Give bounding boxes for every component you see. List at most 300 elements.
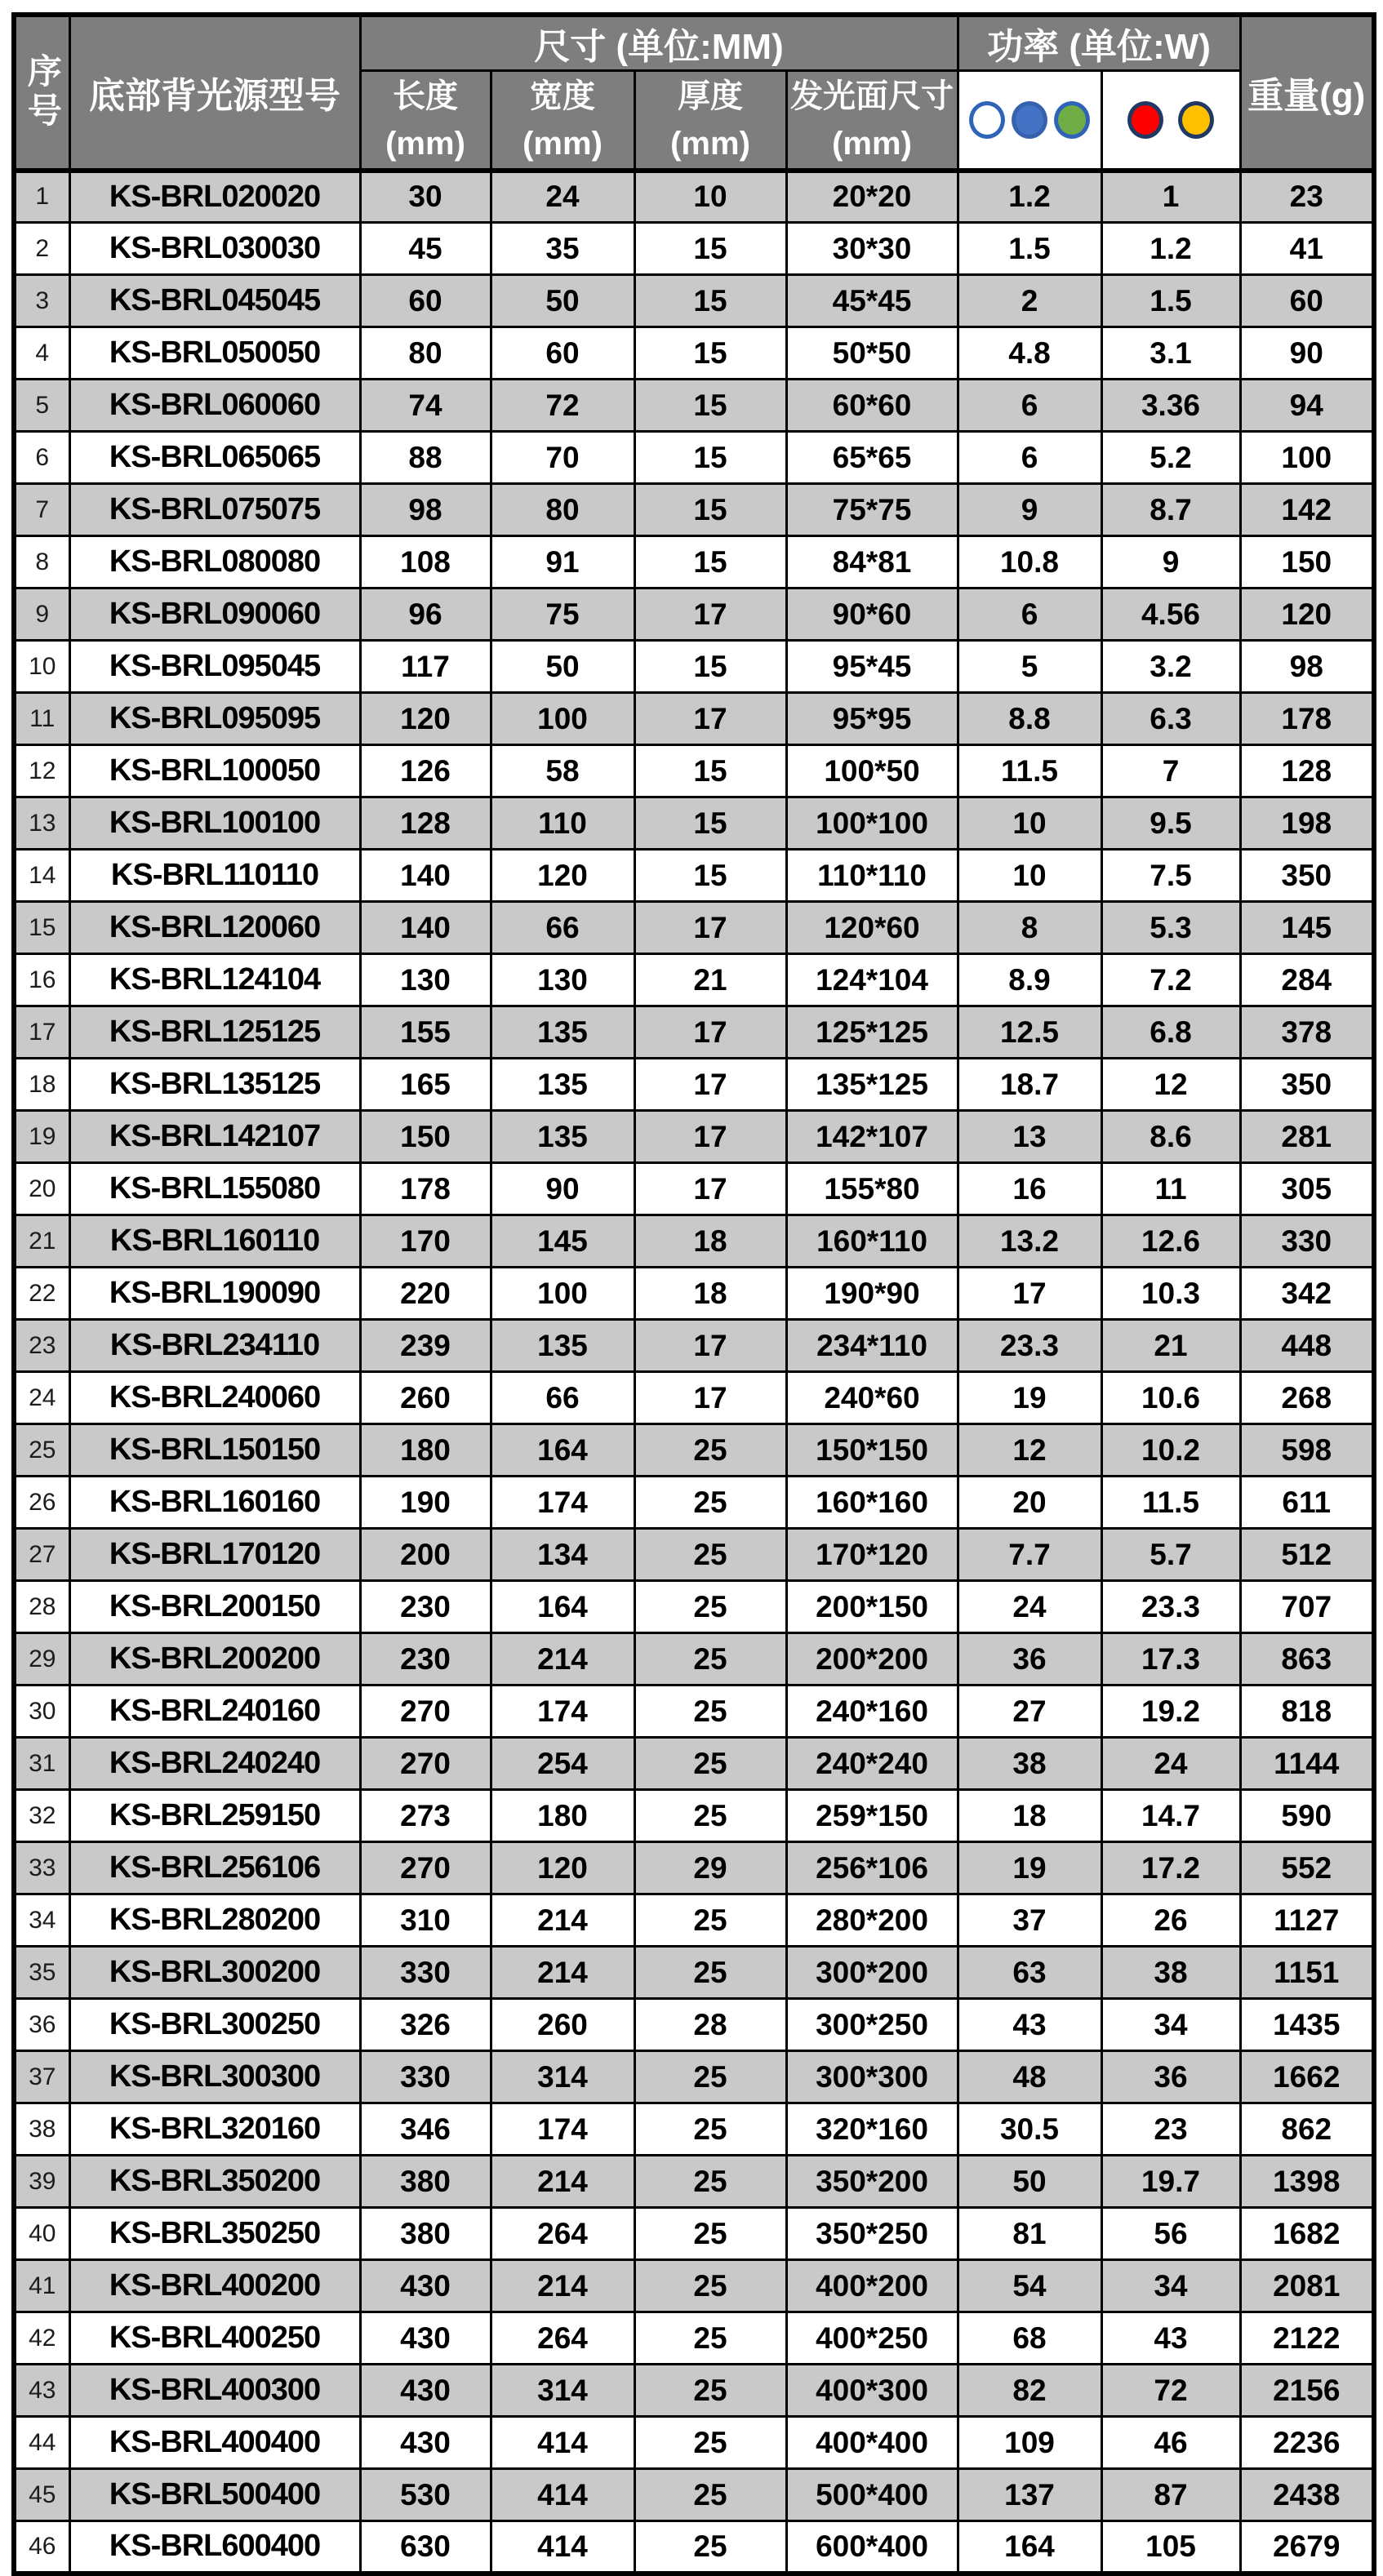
- cell-model: KS-BRL120060: [69, 902, 360, 954]
- header-index: 序号: [14, 15, 69, 171]
- cell-thickness: 15: [634, 745, 786, 797]
- cell-power-ry: 6.8: [1101, 1006, 1240, 1059]
- cell-model: KS-BRL300250: [69, 1999, 360, 2051]
- cell-model: KS-BRL075075: [69, 484, 360, 536]
- cell-index: 12: [14, 745, 69, 797]
- cell-luminous-size: 300*200: [786, 1947, 958, 1999]
- cell-model: KS-BRL190090: [69, 1268, 360, 1320]
- header-power-red-yellow: [1101, 71, 1240, 171]
- cell-length: 155: [360, 1006, 491, 1059]
- cell-length: 326: [360, 1999, 491, 2051]
- cell-luminous-size: 20*20: [786, 171, 958, 223]
- cell-thickness: 15: [634, 432, 786, 484]
- cell-luminous-size: 65*65: [786, 432, 958, 484]
- cell-length: 150: [360, 1111, 491, 1163]
- table-row: [14, 1842, 1374, 1894]
- cell-power-wbg: 1.2: [958, 171, 1101, 223]
- cell-luminous-size: 170*120: [786, 1529, 958, 1581]
- cell-weight: 448: [1240, 1320, 1374, 1372]
- cell-luminous-size: 240*60: [786, 1372, 958, 1424]
- cell-power-ry: 5.2: [1101, 432, 1240, 484]
- cell-index: 39: [14, 2156, 69, 2208]
- cell-power-wbg: 18: [958, 1790, 1101, 1842]
- cell-power-wbg: 16: [958, 1163, 1101, 1215]
- cell-model: KS-BRL280200: [69, 1894, 360, 1947]
- cell-index: 13: [14, 797, 69, 850]
- cell-luminous-size: 600*400: [786, 2521, 958, 2574]
- cell-luminous-size: 150*150: [786, 1424, 958, 1477]
- cell-weight: 1662: [1240, 2051, 1374, 2103]
- table-row: [14, 2469, 1374, 2521]
- cell-weight: 145: [1240, 902, 1374, 954]
- cell-index: 23: [14, 1320, 69, 1372]
- table-row: [14, 1424, 1374, 1477]
- header-thickness-label: 厚度: [678, 78, 743, 114]
- cell-power-ry: 3.36: [1101, 380, 1240, 432]
- cell-power-ry: 17.2: [1101, 1842, 1240, 1894]
- cell-weight: 330: [1240, 1215, 1374, 1268]
- cell-power-ry: 87: [1101, 2469, 1240, 2521]
- cell-power-wbg: 6: [958, 380, 1101, 432]
- white-circle-icon: [969, 101, 1005, 139]
- cell-weight: 1151: [1240, 1947, 1374, 1999]
- cell-power-ry: 23.3: [1101, 1581, 1240, 1633]
- cell-thickness: 25: [634, 1529, 786, 1581]
- cell-power-wbg: 12.5: [958, 1006, 1101, 1059]
- cell-thickness: 21: [634, 954, 786, 1006]
- cell-power-wbg: 50: [958, 2156, 1101, 2208]
- cell-power-wbg: 10: [958, 797, 1101, 850]
- cell-length: 270: [360, 1738, 491, 1790]
- cell-power-ry: 12.6: [1101, 1215, 1240, 1268]
- header-power-white-blue-green: [958, 71, 1101, 171]
- cell-luminous-size: 300*300: [786, 2051, 958, 2103]
- cell-weight: 2156: [1240, 2365, 1374, 2417]
- table-row: [14, 2312, 1374, 2365]
- cell-model: KS-BRL234110: [69, 1320, 360, 1372]
- cell-index: 38: [14, 2103, 69, 2156]
- cell-length: 130: [360, 954, 491, 1006]
- cell-luminous-size: 45*45: [786, 275, 958, 327]
- cell-weight: 90: [1240, 327, 1374, 380]
- table-row: [14, 1059, 1374, 1111]
- cell-thickness: 29: [634, 1842, 786, 1894]
- cell-luminous-size: 100*100: [786, 797, 958, 850]
- cell-power-ry: 8.7: [1101, 484, 1240, 536]
- cell-power-wbg: 9: [958, 484, 1101, 536]
- cell-length: 108: [360, 536, 491, 588]
- cell-power-wbg: 36: [958, 1633, 1101, 1686]
- cell-index: 19: [14, 1111, 69, 1163]
- cell-weight: 1398: [1240, 2156, 1374, 2208]
- cell-weight: 1144: [1240, 1738, 1374, 1790]
- cell-power-ry: 19.2: [1101, 1686, 1240, 1738]
- table-row: [14, 850, 1374, 902]
- table-row: [14, 2156, 1374, 2208]
- cell-power-ry: 5.3: [1101, 902, 1240, 954]
- cell-length: 45: [360, 223, 491, 275]
- cell-thickness: 17: [634, 1006, 786, 1059]
- cell-power-wbg: 43: [958, 1999, 1101, 2051]
- cell-power-ry: 26: [1101, 1894, 1240, 1947]
- cell-power-ry: 38: [1101, 1947, 1240, 1999]
- cell-weight: 1682: [1240, 2208, 1374, 2260]
- cell-thickness: 15: [634, 327, 786, 380]
- cell-weight: 590: [1240, 1790, 1374, 1842]
- cell-weight: 1435: [1240, 1999, 1374, 2051]
- cell-thickness: 17: [634, 693, 786, 745]
- cell-index: 3: [14, 275, 69, 327]
- cell-power-wbg: 27: [958, 1686, 1101, 1738]
- cell-width: 264: [491, 2312, 634, 2365]
- cell-width: 164: [491, 1424, 634, 1477]
- header-luminous-label: 发光面尺寸: [790, 78, 954, 114]
- cell-index: 32: [14, 1790, 69, 1842]
- cell-luminous-size: 125*125: [786, 1006, 958, 1059]
- cell-power-wbg: 48: [958, 2051, 1101, 2103]
- cell-width: 66: [491, 902, 634, 954]
- cell-length: 330: [360, 2051, 491, 2103]
- cell-power-ry: 11: [1101, 1163, 1240, 1215]
- cell-model: KS-BRL095095: [69, 693, 360, 745]
- cell-weight: 23: [1240, 171, 1374, 223]
- cell-length: 230: [360, 1581, 491, 1633]
- cell-power-ry: 3.1: [1101, 327, 1240, 380]
- cell-power-wbg: 137: [958, 2469, 1101, 2521]
- cell-length: 96: [360, 588, 491, 641]
- blue-circle-icon: [1012, 101, 1047, 139]
- cell-weight: 350: [1240, 850, 1374, 902]
- table-row: [14, 1686, 1374, 1738]
- cell-length: 30: [360, 171, 491, 223]
- cell-power-ry: 12: [1101, 1059, 1240, 1111]
- cell-model: KS-BRL240060: [69, 1372, 360, 1424]
- cell-thickness: 25: [634, 2365, 786, 2417]
- cell-luminous-size: 240*160: [786, 1686, 958, 1738]
- cell-width: 120: [491, 850, 634, 902]
- cell-power-ry: 105: [1101, 2521, 1240, 2574]
- cell-index: 7: [14, 484, 69, 536]
- cell-thickness: 25: [634, 1738, 786, 1790]
- cell-luminous-size: 75*75: [786, 484, 958, 536]
- cell-power-ry: 3.2: [1101, 641, 1240, 693]
- header-thickness: [634, 71, 786, 171]
- cell-index: 30: [14, 1686, 69, 1738]
- cell-length: 430: [360, 2312, 491, 2365]
- cell-thickness: 25: [634, 1790, 786, 1842]
- cell-power-wbg: 10.8: [958, 536, 1101, 588]
- cell-power-wbg: 7.7: [958, 1529, 1101, 1581]
- cell-index: 24: [14, 1372, 69, 1424]
- cell-model: KS-BRL300200: [69, 1947, 360, 1999]
- cell-power-ry: 46: [1101, 2417, 1240, 2469]
- cell-width: 174: [491, 1477, 634, 1529]
- cell-power-wbg: 68: [958, 2312, 1101, 2365]
- cell-weight: 2679: [1240, 2521, 1374, 2574]
- cell-index: 26: [14, 1477, 69, 1529]
- cell-power-wbg: 19: [958, 1842, 1101, 1894]
- cell-length: 330: [360, 1947, 491, 1999]
- cell-luminous-size: 190*90: [786, 1268, 958, 1320]
- cell-length: 310: [360, 1894, 491, 1947]
- cell-model: KS-BRL240160: [69, 1686, 360, 1738]
- table-row: [14, 432, 1374, 484]
- cell-model: KS-BRL160110: [69, 1215, 360, 1268]
- cell-length: 430: [360, 2365, 491, 2417]
- cell-luminous-size: 160*160: [786, 1477, 958, 1529]
- cell-length: 273: [360, 1790, 491, 1842]
- table-row: [14, 902, 1374, 954]
- table-row: [14, 536, 1374, 588]
- cell-index: 42: [14, 2312, 69, 2365]
- cell-thickness: 15: [634, 797, 786, 850]
- cell-width: 50: [491, 275, 634, 327]
- cell-width: 314: [491, 2051, 634, 2103]
- cell-thickness: 15: [634, 484, 786, 536]
- cell-weight: 2081: [1240, 2260, 1374, 2312]
- cell-luminous-size: 400*400: [786, 2417, 958, 2469]
- cell-weight: 284: [1240, 954, 1374, 1006]
- cell-model: KS-BRL135125: [69, 1059, 360, 1111]
- cell-luminous-size: 234*110: [786, 1320, 958, 1372]
- cell-index: 43: [14, 2365, 69, 2417]
- cell-width: 260: [491, 1999, 634, 2051]
- cell-thickness: 25: [634, 2312, 786, 2365]
- cell-width: 174: [491, 1686, 634, 1738]
- cell-thickness: 25: [634, 2521, 786, 2574]
- cell-power-wbg: 82: [958, 2365, 1101, 2417]
- cell-length: 270: [360, 1842, 491, 1894]
- cell-index: 14: [14, 850, 69, 902]
- header-width-label: 宽度: [530, 78, 595, 114]
- cell-model: KS-BRL095045: [69, 641, 360, 693]
- cell-luminous-size: 259*150: [786, 1790, 958, 1842]
- cell-width: 72: [491, 380, 634, 432]
- cell-power-wbg: 6: [958, 588, 1101, 641]
- cell-weight: 863: [1240, 1633, 1374, 1686]
- cell-luminous-size: 120*60: [786, 902, 958, 954]
- cell-thickness: 15: [634, 223, 786, 275]
- cell-length: 128: [360, 797, 491, 850]
- cell-length: 74: [360, 380, 491, 432]
- cell-thickness: 17: [634, 1163, 786, 1215]
- cell-index: 1: [14, 171, 69, 223]
- cell-luminous-size: 90*60: [786, 588, 958, 641]
- cell-model: KS-BRL400300: [69, 2365, 360, 2417]
- cell-power-ry: 17.3: [1101, 1633, 1240, 1686]
- cell-width: 414: [491, 2417, 634, 2469]
- cell-length: 140: [360, 902, 491, 954]
- cell-thickness: 25: [634, 1477, 786, 1529]
- cell-luminous-size: 500*400: [786, 2469, 958, 2521]
- table-row: [14, 954, 1374, 1006]
- cell-width: 110: [491, 797, 634, 850]
- header-length: [360, 71, 491, 171]
- cell-length: 178: [360, 1163, 491, 1215]
- cell-model: KS-BRL065065: [69, 432, 360, 484]
- cell-model: KS-BRL045045: [69, 275, 360, 327]
- cell-thickness: 25: [634, 2103, 786, 2156]
- header-length-label: 长度: [393, 78, 458, 114]
- cell-model: KS-BRL600400: [69, 2521, 360, 2574]
- cell-power-wbg: 12: [958, 1424, 1101, 1477]
- cell-index: 27: [14, 1529, 69, 1581]
- green-circle-icon: [1054, 101, 1090, 139]
- cell-power-wbg: 24: [958, 1581, 1101, 1633]
- table-row: [14, 1006, 1374, 1059]
- table-row: [14, 1215, 1374, 1268]
- cell-power-ry: 5.7: [1101, 1529, 1240, 1581]
- cell-width: 135: [491, 1059, 634, 1111]
- red-circle-icon: [1127, 101, 1163, 139]
- cell-model: KS-BRL256106: [69, 1842, 360, 1894]
- table-row: [14, 1372, 1374, 1424]
- cell-power-wbg: 4.8: [958, 327, 1101, 380]
- cell-power-wbg: 13.2: [958, 1215, 1101, 1268]
- table-row: [14, 1163, 1374, 1215]
- cell-power-ry: 43: [1101, 2312, 1240, 2365]
- table-row: [14, 1894, 1374, 1947]
- cell-power-ry: 34: [1101, 2260, 1240, 2312]
- cell-power-wbg: 38: [958, 1738, 1101, 1790]
- cell-index: 2: [14, 223, 69, 275]
- cell-thickness: 15: [634, 275, 786, 327]
- cell-power-wbg: 6: [958, 432, 1101, 484]
- cell-index: 21: [14, 1215, 69, 1268]
- cell-model: KS-BRL400250: [69, 2312, 360, 2365]
- cell-index: 8: [14, 536, 69, 588]
- cell-power-ry: 7.5: [1101, 850, 1240, 902]
- header-length-unit: (mm): [385, 125, 465, 162]
- cell-width: 134: [491, 1529, 634, 1581]
- cell-width: 60: [491, 327, 634, 380]
- cell-width: 135: [491, 1006, 634, 1059]
- cell-index: 45: [14, 2469, 69, 2521]
- cell-thickness: 15: [634, 641, 786, 693]
- cell-luminous-size: 350*200: [786, 2156, 958, 2208]
- cell-model: KS-BRL020020: [69, 171, 360, 223]
- cell-index: 6: [14, 432, 69, 484]
- cell-power-ry: 23: [1101, 2103, 1240, 2156]
- cell-luminous-size: 60*60: [786, 380, 958, 432]
- cell-index: 46: [14, 2521, 69, 2574]
- cell-thickness: 15: [634, 850, 786, 902]
- cell-weight: 862: [1240, 2103, 1374, 2156]
- cell-model: KS-BRL080080: [69, 536, 360, 588]
- cell-luminous-size: 50*50: [786, 327, 958, 380]
- cell-length: 180: [360, 1424, 491, 1477]
- cell-power-wbg: 20: [958, 1477, 1101, 1529]
- cell-model: KS-BRL030030: [69, 223, 360, 275]
- cell-width: 254: [491, 1738, 634, 1790]
- cell-thickness: 25: [634, 1581, 786, 1633]
- cell-model: KS-BRL200150: [69, 1581, 360, 1633]
- cell-power-wbg: 37: [958, 1894, 1101, 1947]
- table-row: [14, 1633, 1374, 1686]
- cell-thickness: 10: [634, 171, 786, 223]
- cell-index: 9: [14, 588, 69, 641]
- cell-length: 239: [360, 1320, 491, 1372]
- cell-luminous-size: 110*110: [786, 850, 958, 902]
- cell-power-ry: 1: [1101, 171, 1240, 223]
- cell-thickness: 17: [634, 1372, 786, 1424]
- cell-thickness: 25: [634, 1633, 786, 1686]
- cell-thickness: 25: [634, 2208, 786, 2260]
- cell-width: 180: [491, 1790, 634, 1842]
- cell-weight: 281: [1240, 1111, 1374, 1163]
- cell-model: KS-BRL259150: [69, 1790, 360, 1842]
- header-thickness-unit: (mm): [670, 125, 750, 162]
- cell-power-wbg: 30.5: [958, 2103, 1101, 2156]
- cell-luminous-size: 400*200: [786, 2260, 958, 2312]
- cell-index: 35: [14, 1947, 69, 1999]
- cell-power-wbg: 23.3: [958, 1320, 1101, 1372]
- cell-thickness: 17: [634, 588, 786, 641]
- header-weight: 重量(g): [1240, 15, 1374, 171]
- cell-model: KS-BRL350200: [69, 2156, 360, 2208]
- cell-length: 88: [360, 432, 491, 484]
- cell-index: 15: [14, 902, 69, 954]
- table-row: [14, 693, 1374, 745]
- cell-index: 28: [14, 1581, 69, 1633]
- cell-width: 100: [491, 693, 634, 745]
- cell-luminous-size: 95*95: [786, 693, 958, 745]
- cell-width: 314: [491, 2365, 634, 2417]
- cell-luminous-size: 256*106: [786, 1842, 958, 1894]
- cell-weight: 2122: [1240, 2312, 1374, 2365]
- cell-power-wbg: 19: [958, 1372, 1101, 1424]
- table-row: [14, 2260, 1374, 2312]
- cell-width: 80: [491, 484, 634, 536]
- cell-luminous-size: 84*81: [786, 536, 958, 588]
- cell-luminous-size: 30*30: [786, 223, 958, 275]
- cell-luminous-size: 124*104: [786, 954, 958, 1006]
- cell-weight: 142: [1240, 484, 1374, 536]
- cell-weight: 2236: [1240, 2417, 1374, 2469]
- cell-thickness: 25: [634, 2260, 786, 2312]
- cell-width: 214: [491, 1894, 634, 1947]
- cell-weight: 41: [1240, 223, 1374, 275]
- cell-thickness: 25: [634, 1947, 786, 1999]
- cell-thickness: 28: [634, 1999, 786, 2051]
- cell-power-ry: 11.5: [1101, 1477, 1240, 1529]
- table-row: [14, 588, 1374, 641]
- cell-thickness: 25: [634, 2469, 786, 2521]
- cell-power-ry: 19.7: [1101, 2156, 1240, 2208]
- cell-weight: 98: [1240, 641, 1374, 693]
- table-row: [14, 2417, 1374, 2469]
- header-luminous-size: [786, 71, 958, 171]
- cell-thickness: 25: [634, 1686, 786, 1738]
- cell-thickness: 17: [634, 1111, 786, 1163]
- cell-thickness: 25: [634, 1424, 786, 1477]
- cell-model: KS-BRL170120: [69, 1529, 360, 1581]
- table-row: [14, 275, 1374, 327]
- cell-luminous-size: 200*200: [786, 1633, 958, 1686]
- cell-index: 40: [14, 2208, 69, 2260]
- cell-luminous-size: 100*50: [786, 745, 958, 797]
- cell-luminous-size: 350*250: [786, 2208, 958, 2260]
- cell-power-ry: 24: [1101, 1738, 1240, 1790]
- cell-power-ry: 9: [1101, 536, 1240, 588]
- cell-width: 135: [491, 1111, 634, 1163]
- cell-index: 17: [14, 1006, 69, 1059]
- cell-length: 230: [360, 1633, 491, 1686]
- cell-index: 11: [14, 693, 69, 745]
- cell-index: 16: [14, 954, 69, 1006]
- yellow-circle-icon: [1178, 101, 1214, 139]
- header-model: 底部背光源型号: [69, 15, 360, 171]
